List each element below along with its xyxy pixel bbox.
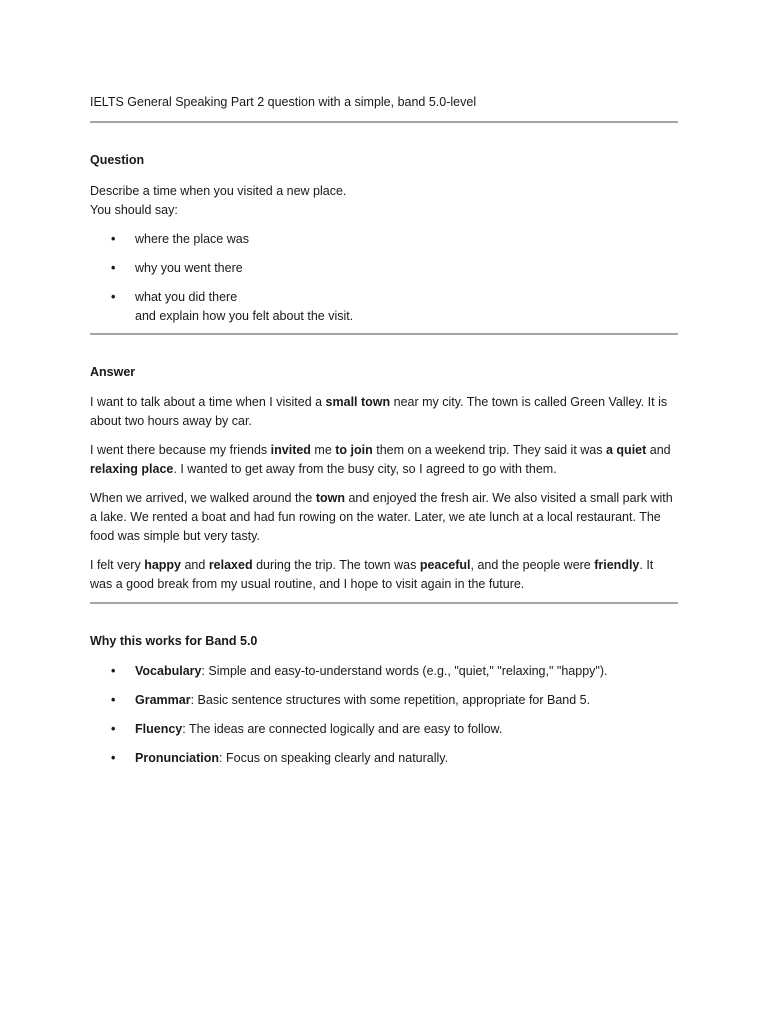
answer-text: . It was a good break from my usual routine, and I hope to visit again in the future. (90, 558, 654, 591)
bullet-icon: • (111, 693, 116, 707)
criterion-term: Grammar (135, 693, 191, 707)
criterion-text: : Focus on speaking clearly and naturally. (219, 751, 449, 765)
criterion-term: Pronunciation (135, 751, 220, 765)
answer-text: I felt very (90, 558, 145, 572)
question-closing: and explain how you felt about the visit. (135, 309, 354, 323)
answer-text: . I wanted to get away from the busy city, so I agreed to go with them. (173, 462, 557, 476)
question-prompt: Describe a time when you visited a new place. (90, 184, 347, 198)
divider (90, 121, 678, 123)
highlighted-phrase: town (315, 491, 345, 505)
answer-text: I want to talk about a time when I visited a (90, 395, 326, 409)
answer-text: and (646, 443, 671, 457)
list-item (90, 691, 678, 710)
answer-paragraph (90, 393, 678, 431)
criterion-text: : Basic sentence structures with some repetition, appropriate for Band 5. (190, 693, 591, 707)
why-heading: Why this works for Band 5.0 (90, 634, 258, 648)
bullet-icon: • (111, 722, 116, 736)
answer-paragraph (90, 556, 678, 594)
answer-body (90, 393, 678, 594)
criterion-text: : The ideas are connected logically and are easy to follow. (182, 722, 503, 736)
bullet-icon: • (111, 751, 116, 765)
highlighted-phrase: relaxing place (90, 462, 174, 476)
answer-text: and enjoyed the fresh air. We also visited a small park with a lake. We rented a boat and had fun rowing on the water. Later, we ate lunch at a local restaurant. The food was simple but very tasty. (90, 491, 673, 543)
bullet-icon: • (111, 261, 116, 275)
question-section (90, 152, 678, 326)
answer-text: , and the people were (470, 558, 595, 572)
answer-heading: Answer (90, 365, 136, 379)
answer-text: and (181, 558, 209, 572)
criterion-text: : Simple and easy-to-understand words (e.g., "quiet," "relaxing," "happy"). (201, 664, 608, 678)
highlighted-phrase: small town (325, 395, 391, 409)
divider (90, 333, 678, 335)
divider (90, 602, 678, 604)
highlighted-phrase: a quiet (606, 443, 647, 457)
answer-paragraph (90, 489, 678, 546)
list-item (90, 749, 678, 768)
highlighted-phrase: to join (335, 443, 373, 457)
highlighted-phrase: happy (144, 558, 181, 572)
answer-text: I went there because my friends (90, 443, 271, 457)
why-section (90, 633, 678, 768)
highlighted-phrase: friendly (594, 558, 640, 572)
answer-section (90, 364, 678, 594)
answer-text: me (310, 443, 336, 457)
bullet-icon: • (111, 232, 116, 246)
list-item (90, 230, 678, 249)
answer-text: near my city. The town is called Green Valley. It is about two hours away by car. (90, 395, 668, 428)
highlighted-phrase: invited (270, 443, 311, 457)
bullet-icon: • (111, 290, 116, 304)
criterion-term: Vocabulary (135, 664, 202, 678)
question-bullet-text: where the place was (135, 232, 249, 246)
highlighted-phrase: relaxed (208, 558, 253, 572)
bullet-icon: • (111, 664, 116, 678)
answer-text: during the trip. The town was (252, 558, 420, 572)
criterion-term: Fluency (135, 722, 183, 736)
answer-text: them on a weekend trip. They said it was (372, 443, 606, 457)
question-bullet-text: what you did there (135, 290, 238, 304)
question-heading: Question (90, 153, 145, 167)
document-title: IELTS General Speaking Part 2 question with a simple, band 5.0-level (90, 95, 477, 109)
answer-text: When we arrived, we walked around the (90, 491, 316, 505)
question-bullet-text: why you went there (135, 261, 243, 275)
list-item (90, 662, 678, 681)
question-bullets (90, 230, 678, 326)
list-item (90, 288, 678, 326)
highlighted-phrase: peaceful (419, 558, 471, 572)
why-bullets (90, 662, 678, 768)
answer-paragraph (90, 441, 678, 479)
list-item (90, 259, 678, 278)
question-instruction: You should say: (90, 203, 178, 217)
list-item (90, 720, 678, 739)
